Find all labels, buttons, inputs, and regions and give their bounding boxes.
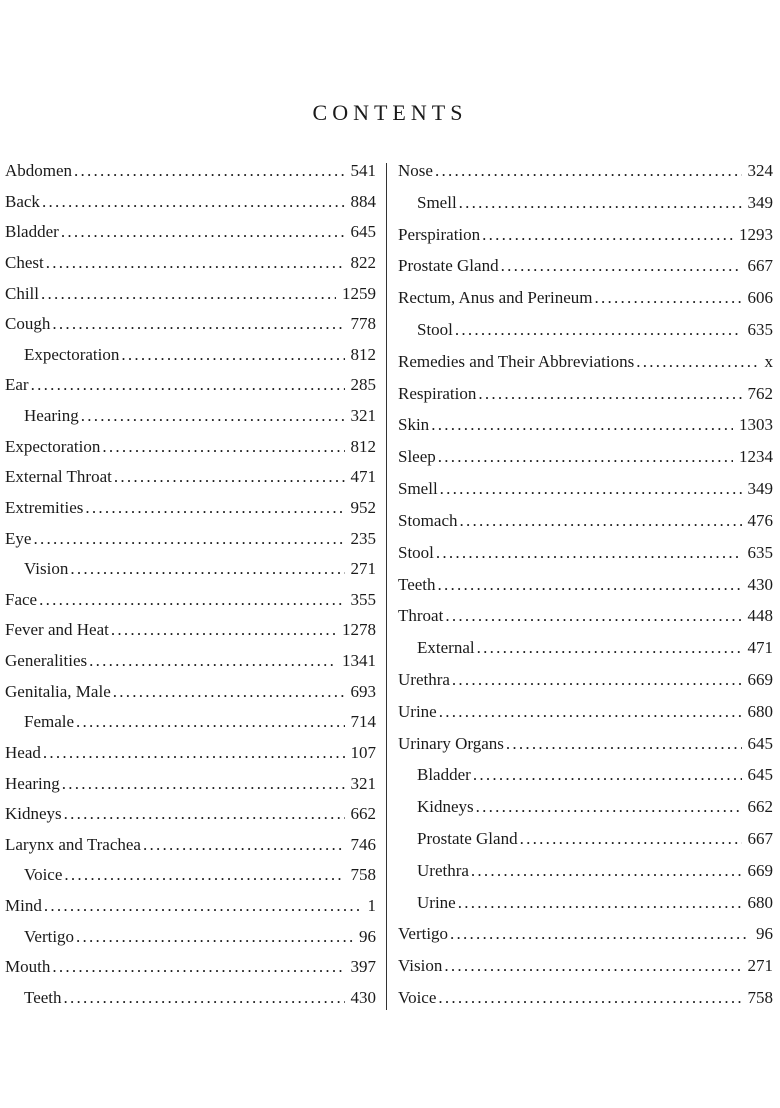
entry-label: Female xyxy=(24,712,75,732)
contents-entry[interactable] xyxy=(398,606,773,630)
entry-page-number: 662 xyxy=(350,804,376,824)
entry-page-number: 1 xyxy=(367,896,376,916)
entry-label: Expectoration xyxy=(5,436,101,456)
entry-label: Bladder xyxy=(417,765,471,785)
dot-leader xyxy=(76,927,353,947)
entry-page-number: 471 xyxy=(350,467,376,487)
dot-leader xyxy=(438,988,741,1008)
entry-label: Vision xyxy=(24,559,69,579)
entry-page-number: 349 xyxy=(747,192,773,212)
contents-entry[interactable] xyxy=(5,927,376,951)
dot-leader xyxy=(478,384,741,404)
entry-page-number: 669 xyxy=(747,669,773,689)
entry-page-number: 669 xyxy=(747,860,773,880)
contents-entry[interactable] xyxy=(398,447,773,471)
entry-page-number: 680 xyxy=(747,892,773,912)
entry-label: Mouth xyxy=(5,957,51,977)
contents-entry[interactable] xyxy=(5,896,376,920)
entry-label: Chill xyxy=(5,283,40,303)
entry-label: Voice xyxy=(398,988,437,1007)
contents-entry[interactable] xyxy=(5,804,376,828)
entry-label: Vertigo xyxy=(24,926,75,946)
dot-leader xyxy=(42,192,345,212)
entry-page-number: 693 xyxy=(350,681,376,701)
contents-entry[interactable] xyxy=(5,437,376,461)
entry-page-number: 349 xyxy=(747,479,773,499)
contents-entry[interactable] xyxy=(398,829,773,853)
entry-label: Hearing xyxy=(24,406,79,426)
contents-entry[interactable] xyxy=(398,956,773,980)
contents-entry[interactable] xyxy=(398,543,773,567)
contents-entry[interactable] xyxy=(5,314,376,338)
contents-entry[interactable] xyxy=(5,222,376,246)
contents-entry[interactable] xyxy=(398,988,773,1012)
dot-leader xyxy=(61,222,345,242)
contents-entry[interactable] xyxy=(398,193,773,217)
dot-leader xyxy=(52,314,344,334)
contents-entry[interactable] xyxy=(398,320,773,344)
entry-page-number: 271 xyxy=(747,956,773,976)
dot-leader xyxy=(435,161,742,181)
dot-leader xyxy=(102,437,344,457)
entry-label: Teeth xyxy=(24,988,62,1007)
contents-entry[interactable] xyxy=(5,620,376,644)
dot-leader xyxy=(62,774,345,794)
entry-page-number: 235 xyxy=(350,528,376,548)
contents-entry[interactable] xyxy=(5,529,376,553)
entry-page-number: 271 xyxy=(350,559,376,579)
dot-leader xyxy=(438,575,742,595)
dot-leader xyxy=(501,256,742,276)
entry-page-number: 662 xyxy=(747,797,773,817)
entry-page-number: 645 xyxy=(747,733,773,753)
contents-entry[interactable] xyxy=(5,284,376,308)
entry-page-number: 96 xyxy=(359,926,376,946)
contents-entry[interactable] xyxy=(5,651,376,675)
entry-page-number: 471 xyxy=(747,638,773,658)
contents-entry[interactable] xyxy=(5,253,376,277)
contents-entry[interactable] xyxy=(5,161,376,185)
dot-leader xyxy=(440,479,742,499)
entry-page-number: 812 xyxy=(350,344,376,364)
dot-leader xyxy=(439,702,742,722)
contents-entry[interactable] xyxy=(5,375,376,399)
dot-leader xyxy=(64,988,345,1008)
entry-page-number: 667 xyxy=(747,256,773,276)
entry-page-number: 321 xyxy=(350,773,376,793)
contents-entry[interactable] xyxy=(5,406,376,430)
dot-leader xyxy=(89,651,336,671)
contents-entry[interactable] xyxy=(398,415,773,439)
entry-label: Smell xyxy=(417,192,457,212)
dot-leader xyxy=(444,956,741,976)
entry-label: Throat xyxy=(398,606,444,626)
entry-label: Abdomen xyxy=(5,161,73,180)
entry-page-number: 680 xyxy=(747,701,773,721)
entry-page-number: 606 xyxy=(747,288,773,308)
dot-leader xyxy=(436,543,742,563)
contents-entry[interactable] xyxy=(398,702,773,726)
entry-label: Kidneys xyxy=(5,804,62,824)
column-divider xyxy=(386,163,387,1010)
entry-page-number: 476 xyxy=(747,510,773,530)
contents-entry[interactable] xyxy=(398,575,773,599)
contents-entry[interactable] xyxy=(398,797,773,821)
entry-page-number: 107 xyxy=(350,742,376,762)
entry-page-number: 758 xyxy=(747,988,773,1007)
contents-entry[interactable] xyxy=(398,765,773,789)
entry-page-number: 430 xyxy=(350,988,376,1007)
dot-leader xyxy=(76,712,344,732)
entry-label: Fever and Heat xyxy=(5,620,109,640)
dot-leader xyxy=(52,957,344,977)
entry-label: Remedies and Their Abbreviations xyxy=(398,351,635,371)
contents-entry[interactable] xyxy=(5,682,376,706)
entry-label: Nose xyxy=(398,161,433,180)
entry-label: Voice xyxy=(24,865,63,885)
contents-entry[interactable] xyxy=(398,225,773,249)
entry-page-number: 448 xyxy=(747,606,773,626)
entry-page-number: 1278 xyxy=(342,620,376,640)
entry-page-number: 1293 xyxy=(739,224,773,244)
dot-leader xyxy=(452,670,742,690)
entry-label: Stool xyxy=(398,542,434,562)
contents-entry[interactable] xyxy=(5,192,376,216)
entry-page-number: 714 xyxy=(350,712,376,732)
dot-leader xyxy=(43,743,345,763)
entry-label: Generalities xyxy=(5,651,88,671)
entry-label: Ear xyxy=(5,375,29,395)
entry-page-number: 321 xyxy=(350,406,376,426)
entry-label: Cough xyxy=(5,314,51,334)
entry-label: Vision xyxy=(398,956,443,976)
contents-entry[interactable] xyxy=(398,670,773,694)
entry-page-number: 324 xyxy=(747,161,773,180)
entry-label: Respiration xyxy=(398,383,477,403)
dot-leader xyxy=(473,765,742,785)
dot-leader xyxy=(44,896,362,916)
dot-leader xyxy=(460,511,742,531)
entry-label: Teeth xyxy=(398,574,436,594)
dot-leader xyxy=(143,835,345,855)
entry-page-number: 812 xyxy=(350,436,376,456)
contents-entry[interactable] xyxy=(398,288,773,312)
entry-page-number: 667 xyxy=(747,828,773,848)
contents-entry[interactable] xyxy=(398,384,773,408)
entry-page-number: 645 xyxy=(350,222,376,242)
contents-entry[interactable] xyxy=(5,345,376,369)
dot-leader xyxy=(64,865,344,885)
entry-label: Back xyxy=(5,191,40,211)
dot-leader xyxy=(450,924,750,944)
entry-label: Rectum, Anus and Perineum xyxy=(398,288,593,308)
dot-leader xyxy=(595,288,742,308)
dot-leader xyxy=(458,893,742,913)
entry-page-number: 96 xyxy=(756,924,773,944)
contents-entry[interactable] xyxy=(398,638,773,662)
entry-label: Larynx and Trachea xyxy=(5,834,141,854)
entry-page-number: 778 xyxy=(350,314,376,334)
dot-leader xyxy=(41,284,336,304)
dot-leader xyxy=(74,161,344,181)
contents-entry[interactable] xyxy=(5,467,376,491)
entry-label: Eye xyxy=(5,528,32,548)
dot-leader xyxy=(506,734,742,754)
dot-leader xyxy=(477,638,742,658)
dot-leader xyxy=(31,375,345,395)
contents-entry[interactable] xyxy=(5,590,376,614)
entry-label: Skin xyxy=(398,415,430,435)
dot-leader xyxy=(445,606,741,626)
entry-page-number: x xyxy=(764,351,773,371)
dot-leader xyxy=(33,529,344,549)
dot-leader xyxy=(85,498,344,518)
entry-label: Vertigo xyxy=(398,924,449,944)
entry-page-number: 822 xyxy=(350,252,376,272)
page-title: CONTENTS xyxy=(312,100,468,125)
entry-page-number: 1259 xyxy=(342,283,376,303)
dot-leader xyxy=(39,590,344,610)
entry-page-number: 541 xyxy=(350,161,376,180)
dot-leader xyxy=(476,797,742,817)
entry-label: Genitalia, Male xyxy=(5,681,111,701)
entry-page-number: 430 xyxy=(747,574,773,594)
contents-entry[interactable] xyxy=(5,743,376,767)
entry-page-number: 645 xyxy=(747,765,773,785)
entry-label: Chest xyxy=(5,252,44,272)
entry-page-number: 952 xyxy=(350,497,376,517)
dot-leader xyxy=(114,467,345,487)
contents-entry[interactable] xyxy=(5,957,376,981)
entry-page-number: 1234 xyxy=(739,447,773,467)
entry-page-number: 762 xyxy=(747,383,773,403)
dot-leader xyxy=(111,620,336,640)
contents-entry[interactable] xyxy=(398,734,773,758)
dot-leader xyxy=(455,320,742,340)
contents-entry[interactable] xyxy=(5,712,376,736)
contents-entry[interactable] xyxy=(5,865,376,889)
entry-label: Urine xyxy=(398,701,437,721)
entry-page-number: 355 xyxy=(350,589,376,609)
contents-entry[interactable] xyxy=(398,893,773,917)
entry-page-number: 1303 xyxy=(739,415,773,435)
entry-page-number: 758 xyxy=(350,865,376,885)
dot-leader xyxy=(471,861,742,881)
dot-leader xyxy=(482,225,733,245)
contents-entry[interactable] xyxy=(398,352,773,376)
entry-label: Urethra xyxy=(417,860,469,880)
entry-label: Hearing xyxy=(5,773,60,793)
entry-label: Urine xyxy=(417,892,456,912)
entry-page-number: 884 xyxy=(350,191,376,211)
entry-label: Stomach xyxy=(398,510,458,530)
contents-entry[interactable] xyxy=(398,861,773,885)
dot-leader xyxy=(81,406,345,426)
contents-entry[interactable] xyxy=(5,498,376,522)
entry-page-number: 746 xyxy=(350,834,376,854)
contents-entry[interactable] xyxy=(398,161,773,185)
entry-page-number: 397 xyxy=(350,957,376,977)
entry-label: Head xyxy=(5,742,41,762)
dot-leader xyxy=(636,352,758,372)
contents-entry[interactable] xyxy=(5,988,376,1012)
dot-leader xyxy=(64,804,345,824)
dot-leader xyxy=(431,415,733,435)
entry-label: Smell xyxy=(398,479,438,499)
entry-label: Face xyxy=(5,589,38,609)
contents-entry[interactable] xyxy=(5,774,376,798)
entry-page-number: 635 xyxy=(747,542,773,562)
entry-label: Urethra xyxy=(398,669,450,689)
dot-leader xyxy=(438,447,733,467)
entry-label: Urinary Organs xyxy=(398,733,504,753)
dot-leader xyxy=(459,193,742,213)
contents-entry[interactable] xyxy=(398,511,773,535)
dot-leader xyxy=(70,559,344,579)
contents-entry[interactable] xyxy=(398,479,773,503)
contents-entry[interactable] xyxy=(398,924,773,948)
entry-page-number: 635 xyxy=(747,320,773,340)
entry-label: Prostate Gland xyxy=(398,256,499,276)
entry-label: Prostate Gland xyxy=(417,828,518,848)
entry-label: Extremities xyxy=(5,497,84,517)
dot-leader xyxy=(46,253,345,273)
entry-label: Kidneys xyxy=(417,797,474,817)
entry-label: Bladder xyxy=(5,222,59,242)
contents-entry[interactable] xyxy=(398,256,773,280)
entry-label: Stool xyxy=(417,320,453,340)
entry-label: Perspiration xyxy=(398,224,481,244)
dot-leader xyxy=(121,345,344,365)
entry-page-number: 285 xyxy=(350,375,376,395)
entry-page-number: 1341 xyxy=(342,651,376,671)
dot-leader xyxy=(113,682,345,702)
entry-label: Expectoration xyxy=(24,344,120,364)
contents-entry[interactable] xyxy=(5,835,376,859)
dot-leader xyxy=(520,829,742,849)
contents-entry[interactable] xyxy=(5,559,376,583)
entry-label: External Throat xyxy=(5,467,112,487)
entry-label: External xyxy=(417,638,475,658)
entry-label: Sleep xyxy=(398,447,436,467)
entry-label: Mind xyxy=(5,896,42,916)
